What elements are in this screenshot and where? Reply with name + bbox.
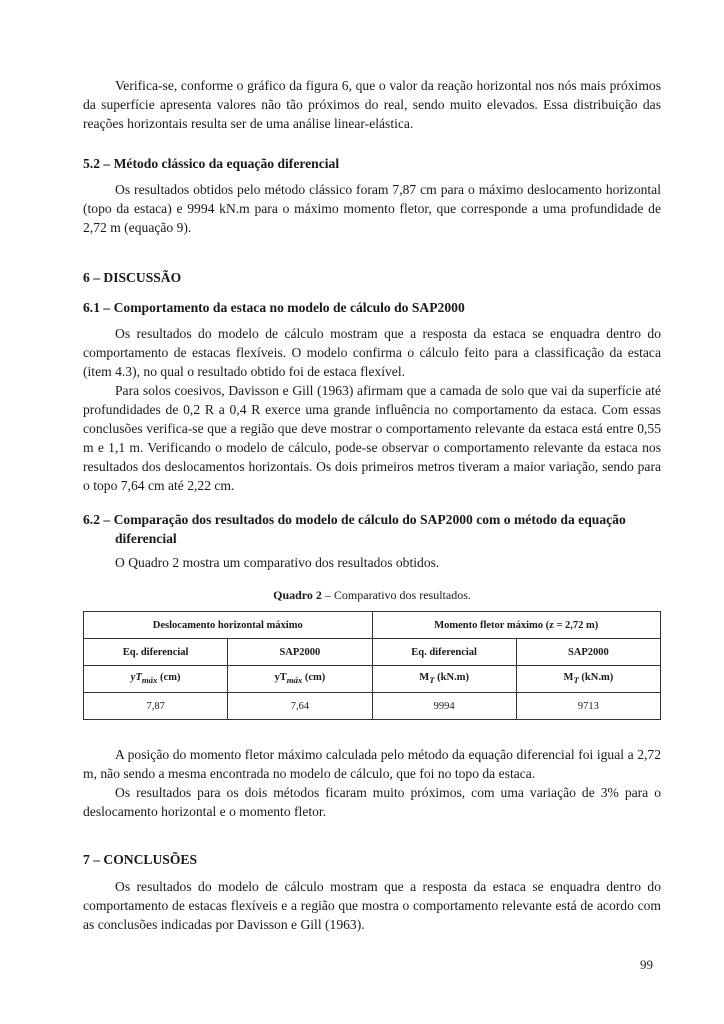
paragraph-metodo-classico bbox=[83, 180, 661, 237]
section-6-2 bbox=[83, 510, 661, 548]
paragraph-comparacao bbox=[83, 745, 661, 821]
paragraph-text: A posição do momento fletor máximo calculada pelo método da equação diferencial foi igual a 2,72 m, não sendo a mesma encontrada no modelo de cálculo, que foi no topo da estaca. bbox=[83, 747, 661, 781]
table-unit-row bbox=[84, 666, 661, 693]
section-heading: 6.1 – Comportamento da estaca no modelo de cálculo do SAP2000 bbox=[83, 300, 465, 315]
paragraph-resultados-modelo bbox=[83, 324, 661, 495]
section-heading: 6.2 – Comparação dos resultados do modelo de cálculo do SAP2000 com o método da equação diferencial bbox=[83, 512, 626, 546]
table-header-cell: $yT_{máx}$ (cm) bbox=[84, 666, 228, 693]
paragraph-text: Os resultados obtidos pelo método clássico foram 7,87 cm para o máximo deslocamento horizontal (topo da estaca) e 9994 kN.m para o máximo momento fletor, que corresponde a uma profundidade de 2,72 m (equação 9). bbox=[83, 182, 661, 235]
paragraph-text: Os resultados do modelo de cálculo mostram que a resposta da estaca se enquadra dentro do comportamento de estacas flexíveis e a região que mostra o comportamento relevante está de acordo com as conclusões indicadas por Davisson e Gill (1963). bbox=[83, 879, 661, 932]
paragraph-text: Os resultados para os dois métodos ficaram muito próximos, com uma variação de 3% para o deslocamento horizontal e o momento fletor. bbox=[83, 785, 661, 819]
table-header-cell: Eq. diferencial bbox=[84, 639, 228, 666]
table-header-cell: $M_T$ (kN.m) bbox=[516, 666, 660, 693]
table-header-cell: $yT_{máx}$ (cm) bbox=[228, 666, 372, 693]
paragraph-text: Verifica-se, conforme o gráfico da figura 6, que o valor da reação horizontal nos nós mais próximos da superfície apresenta valores não tão próximos do real, sendo muito elevados. Essa distribuição das reações horizontais resulta ser de uma análise linear-elástica. bbox=[83, 78, 661, 131]
table-header-cell: Momento fletor máximo (z = 2,72 m) bbox=[372, 612, 661, 639]
table-row bbox=[84, 693, 661, 720]
table-cell: 7,87 bbox=[84, 693, 228, 720]
table-caption bbox=[83, 587, 661, 603]
comparison-table bbox=[83, 611, 661, 720]
table-cell: 9994 bbox=[372, 693, 516, 720]
section-heading: 6 – DISCUSSÃO bbox=[83, 270, 182, 285]
table-group-row bbox=[84, 612, 661, 639]
paragraph-text: O Quadro 2 mostra um comparativo dos resultados obtidos. bbox=[115, 555, 440, 570]
paragraph-reacao bbox=[83, 76, 661, 133]
table-header-cell: SAP2000 bbox=[228, 639, 372, 666]
table-header-cell: $M_T$ (kN.m) bbox=[372, 666, 516, 693]
table-method-row bbox=[84, 639, 661, 666]
page-number: 99 bbox=[640, 957, 653, 972]
paragraph-text: Para solos coesivos, Davisson e Gill (1963) afirmam que a camada de solo que vai da superfície até profundidades de 0,2 R a 0,4 R exerce uma grande influência no comportamento da estaca. Com essas conclusões verifica-se que a região que deve mostrar o comportamento relevante da estaca está entre 0,55 m e 1,1 m. Verificando o modelo de cálculo, pode-se observar o comportamento relevante da estaca nos resultados dos deslocamentos horizontais. Os dois primeiros metros tiveram a maior variação, sendo para o topo 7,64 cm até 2,22 cm. bbox=[83, 383, 661, 493]
paragraph-text: Os resultados do modelo de cálculo mostram que a resposta da estaca se enquadra dentro do comportamento de estacas flexíveis. O modelo confirma o cálculo feito para a classificação da estaca (item 4.3), no qual o resultado obtido foi de estaca flexível. bbox=[83, 326, 661, 379]
section-heading: 5.2 – Método clássico da equação diferencial bbox=[83, 156, 340, 171]
table-cell: 9713 bbox=[516, 693, 660, 720]
section-5-2 bbox=[83, 154, 661, 173]
paragraph-quadro-intro bbox=[83, 553, 661, 572]
caption-text: – Comparativo dos resultados. bbox=[321, 588, 471, 602]
paragraph-conclusoes bbox=[83, 877, 661, 934]
table-header-cell: Deslocamento horizontal máximo bbox=[84, 612, 373, 639]
table-header-cell: SAP2000 bbox=[516, 639, 660, 666]
table-header-cell: Eq. diferencial bbox=[372, 639, 516, 666]
section-heading: 7 – CONCLUSÕES bbox=[83, 852, 198, 867]
section-7 bbox=[83, 850, 661, 869]
section-6 bbox=[83, 268, 661, 287]
section-6-1 bbox=[83, 298, 661, 317]
caption-label: Quadro 2 bbox=[273, 588, 322, 602]
table-cell: 7,64 bbox=[228, 693, 372, 720]
